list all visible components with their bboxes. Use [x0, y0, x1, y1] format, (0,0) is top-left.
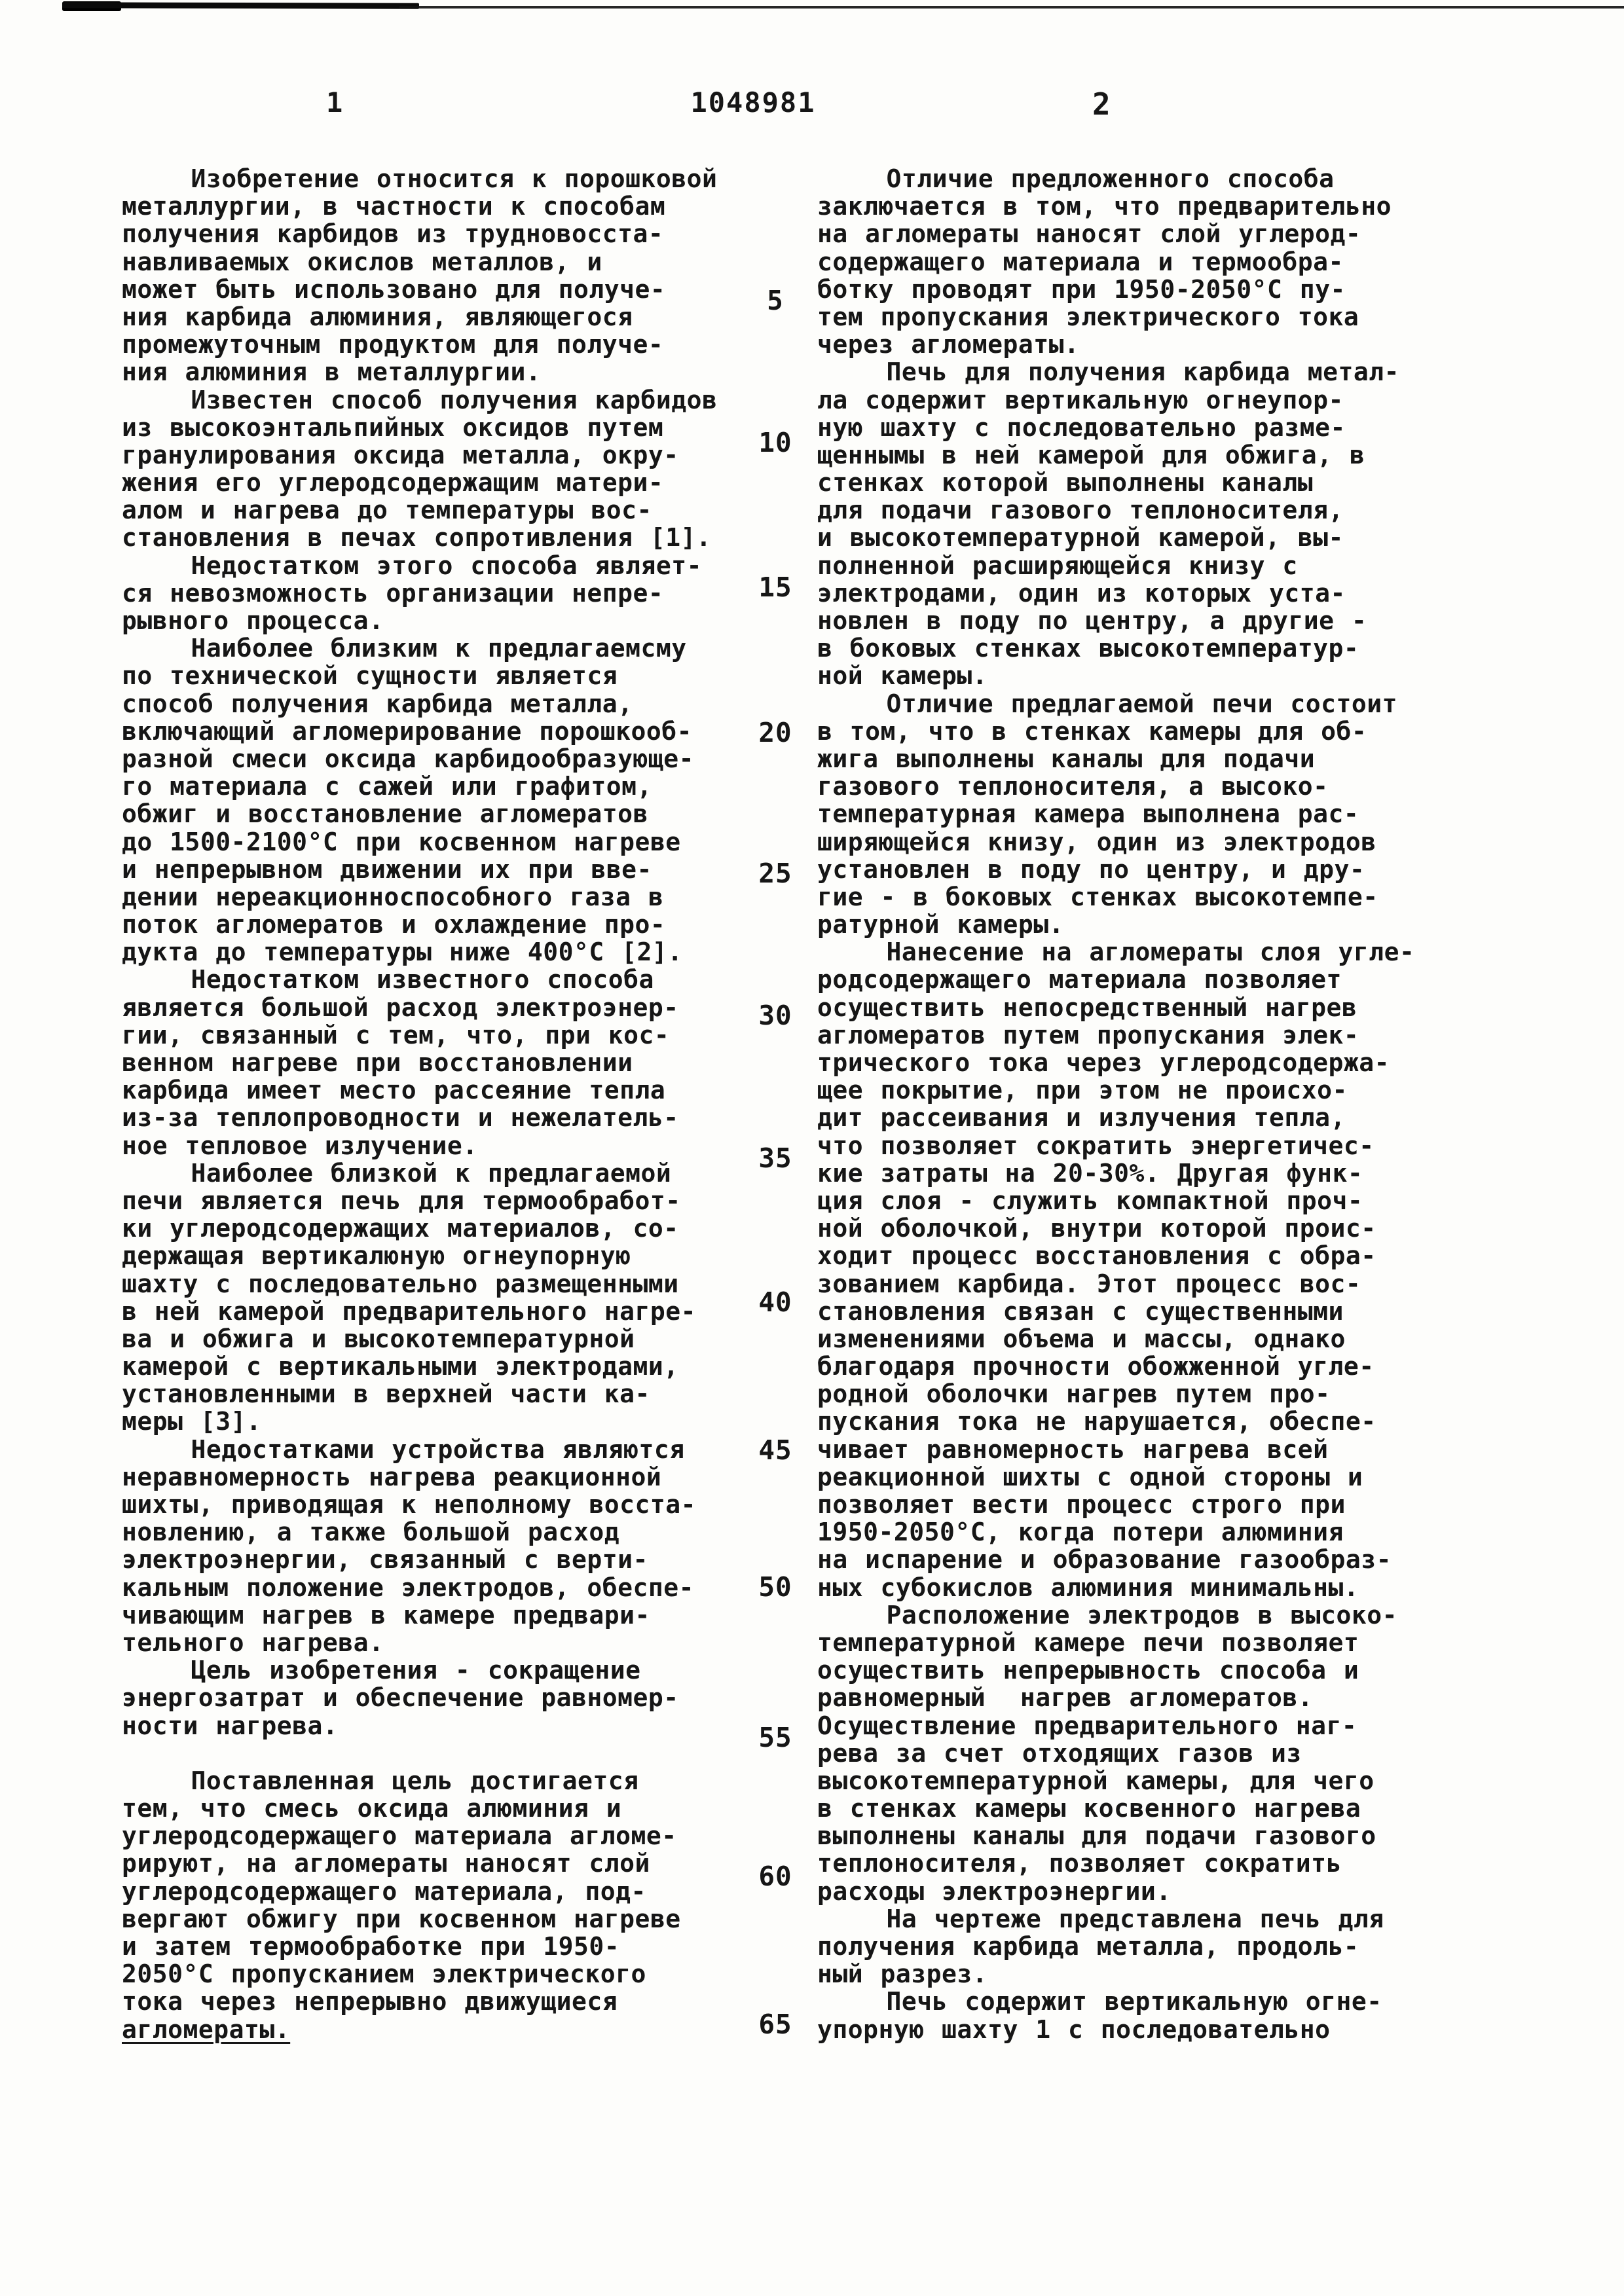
text-line: содержащего материала и термообра-: [817, 247, 1344, 276]
text-line: родсодержащего материала позволяет: [817, 965, 1342, 994]
text-line: карбида имеет место рассеяние тепла: [122, 1076, 666, 1105]
text-line: гии, связанный с тем, что, при кос-: [122, 1020, 670, 1049]
line-number-marker: 5: [767, 285, 784, 316]
text-line: зованием карбида. Этот процесс вос-: [817, 1269, 1361, 1298]
text-line: ной камеры.: [817, 661, 988, 691]
text-line: температурной камере печи позволяет: [817, 1628, 1359, 1657]
text-line: щеннымы в ней камерой для обжига, в: [817, 440, 1365, 469]
text-line: навливаемых окислов металлов, и: [122, 247, 602, 276]
text-line: печи является печь для термообработ-: [122, 1186, 681, 1215]
column-number-right: 2: [1092, 86, 1112, 122]
text-line: осуществить непрерывность способа и: [817, 1656, 1359, 1685]
text-line: ширяющейся книзу, один из электродов: [817, 827, 1376, 856]
text-line: заключается в том, что предварительно: [817, 192, 1392, 221]
text-line: ция слоя - служить компактной проч-: [817, 1186, 1363, 1215]
text-line: ратурной камеры.: [817, 910, 1065, 939]
text-line: Отличие предложенного способа: [817, 164, 1335, 193]
text-line: ности нагрева.: [122, 1711, 339, 1740]
text-line: установлен в поду по центру, и дру-: [817, 854, 1365, 884]
text-line: ботку проводят при 1950-2050°С пу-: [817, 274, 1346, 304]
text-line: 1950-2050°С, когда потери алюминия: [817, 1518, 1344, 1547]
text-line: газового теплоносителя, а высоко-: [817, 772, 1329, 801]
line-number-marker: 45: [758, 1434, 792, 1466]
text-line: промежуточным продуктом для получе-: [122, 330, 664, 359]
text-line: полненной расширяющейся книзу с: [817, 551, 1298, 580]
text-line: осуществить непосредственный нагрев: [817, 993, 1357, 1022]
text-line: до 1500-2100°С при косвенном нагреве: [122, 827, 681, 856]
line-number-marker: 40: [758, 1286, 792, 1318]
text-line: тем пропускания электрического тока: [817, 302, 1359, 331]
text-line: кальным положение электродов, обеспе-: [122, 1573, 694, 1602]
text-line: трического тока через углеродсодержа-: [817, 1048, 1390, 1077]
text-line: На чертеже представлена печь для: [817, 1904, 1384, 1933]
text-line: углеродсодержащего материала, под-: [122, 1876, 646, 1906]
text-line: электродами, один из которых уста-: [817, 578, 1346, 608]
text-line: по технической сущности является: [122, 661, 618, 691]
text-line: неравномерность нагрева реакционной: [122, 1462, 662, 1491]
text-line: дукта до температуры ниже 400°С [2].: [122, 938, 683, 967]
text-line: Наиболее близким к предлагаемсму: [122, 634, 687, 663]
text-line: Расположение электродов в высоко-: [817, 1600, 1397, 1630]
text-line: чивает равномерность нагрева всей: [817, 1434, 1329, 1464]
text-line: становления в печах сопротивления [1].: [122, 523, 712, 553]
text-line: агломераты.: [122, 2014, 291, 2044]
text-line: поток агломератов и охлаждение про-: [122, 910, 666, 939]
text-column-right: [817, 165, 1492, 2043]
text-line: рируют, на агломераты наносят слой: [122, 1849, 650, 1878]
text-line: пускания тока не нарушается, обеспе-: [817, 1407, 1376, 1436]
text-line: дении нереакционноспособного газа в: [122, 882, 664, 911]
text-line: ла содержит вертикальную огнеупор-: [817, 385, 1344, 414]
line-number-marker: 30: [758, 1000, 792, 1031]
text-line: стенках которой выполнены каналы: [817, 468, 1314, 498]
text-line: включающий агломерирование порошкооб-: [122, 716, 692, 746]
text-line: Недостатком этого способа являет-: [122, 551, 702, 580]
scan-artifact: [62, 2, 419, 9]
text-line: новлен в поду по центру, а другие -: [817, 606, 1367, 635]
text-line: углеродсодержащего материала агломе-: [122, 1821, 677, 1851]
line-number-marker: 55: [758, 1722, 792, 1753]
text-line: ния карбида алюминия, являющегося: [122, 302, 633, 331]
text-line: из-за теплопроводности и нежелатель-: [122, 1103, 679, 1133]
text-line: Наиболее близкой к предлагаемой: [122, 1158, 672, 1188]
text-line: меры [3].: [122, 1407, 262, 1436]
text-column-left: [122, 165, 777, 2043]
text-line: температурная камера выполнена рас-: [817, 799, 1359, 829]
text-line: в стенках камеры косвенного нагрева: [817, 1794, 1361, 1823]
text-line: и непрерывном движении их при вве-: [122, 854, 652, 884]
text-line: жига выполнены каналы для подачи: [817, 744, 1316, 773]
text-line: рева за счет отходящих газов из: [817, 1738, 1302, 1768]
text-line: в ней камерой предварительного нагре-: [122, 1296, 696, 1326]
line-number-marker: 15: [758, 572, 792, 603]
text-line: агломератов путем пропускания элек-: [817, 1020, 1359, 1049]
text-line: в том, что в стенках камеры для об-: [817, 716, 1367, 746]
text-line: Известен способ получения карбидов: [122, 385, 718, 414]
text-line: [122, 1740, 777, 1767]
text-line: жения его углеродсодержащим матери-: [122, 468, 664, 498]
text-line: гие - в боковых стенках высокотемпе-: [817, 882, 1378, 911]
text-line: Отличие предлагаемой печи состоит: [817, 689, 1397, 718]
text-line: равномерный нагрев агломератов.: [817, 1683, 1314, 1713]
text-line: камерой с вертикальными электродами,: [122, 1352, 679, 1381]
text-line: Осуществление предварительного наг-: [817, 1711, 1357, 1740]
text-line: теплоносителя, позволяет сократить: [817, 1849, 1342, 1878]
text-line: из высокоэнтальпийных оксидов путем: [122, 412, 664, 442]
text-line: держащая вертикалюную огнеупорную: [122, 1241, 631, 1271]
text-line: Нанесение на агломераты слоя угле-: [817, 938, 1415, 967]
text-line: щее покрытие, при этом не происхо-: [817, 1076, 1348, 1105]
text-line: и высокотемпературной камерой, вы-: [817, 523, 1344, 553]
document-number: 1048981: [690, 86, 816, 118]
text-line: алом и нагрева до температуры вос-: [122, 496, 652, 525]
line-number-marker: 65: [758, 2009, 792, 2040]
text-line: ную шахту с последовательно разме-: [817, 412, 1346, 442]
text-line: ва и обжига и высокотемпературной: [122, 1324, 635, 1353]
text-line: 2050°С пропусканием электрического: [122, 1959, 646, 1989]
text-line: изменениями объема и массы, однако: [817, 1324, 1346, 1353]
text-line: Недостатком известного способа: [122, 965, 654, 994]
text-line: го материала с сажей или графитом,: [122, 772, 652, 801]
text-line: в боковых стенках высокотемператур-: [817, 634, 1359, 663]
text-line: Цель изобретения - сокращение: [122, 1656, 641, 1685]
text-line: родной оболочки нагрев путем про-: [817, 1379, 1331, 1409]
text-line: ходит процесс восстановления с обра-: [817, 1241, 1376, 1271]
line-number-marker: 35: [758, 1142, 792, 1174]
text-line: дит рассеивания и излучения тепла,: [817, 1103, 1346, 1133]
text-line: высокотемпературной камеры, для чего: [817, 1766, 1375, 1795]
text-line: благодаря прочности обожженной угле-: [817, 1352, 1375, 1381]
text-line: выполнены каналы для подачи газового: [817, 1821, 1376, 1851]
text-line: тока через непрерывно движущиеся: [122, 1987, 618, 2016]
text-line: новлению, а также большой расход: [122, 1518, 620, 1547]
text-line: ное тепловое излучение.: [122, 1131, 478, 1160]
text-line: ной оболочкой, внутри которой проис-: [817, 1214, 1376, 1243]
text-line: на испарение и образование газообраз-: [817, 1545, 1392, 1575]
text-line: вергают обжигу при косвенном нагреве: [122, 1904, 681, 1933]
text-line: гранулирования оксида металла, окру-: [122, 440, 679, 469]
text-line: ся невозможность организации непре-: [122, 578, 664, 608]
text-line: установленными в верхней части ка-: [122, 1379, 650, 1409]
text-line: способ получения карбида металла,: [122, 689, 633, 718]
text-line: ки углеродсодержащих материалов, со-: [122, 1214, 679, 1243]
text-line: чивающим нагрев в камере предвари-: [122, 1600, 650, 1630]
line-number-marker: 60: [758, 1861, 792, 1892]
text-line: венном нагреве при восстановлении: [122, 1048, 633, 1077]
text-line: Изобретение относится к порошковой: [122, 164, 718, 193]
text-line: Поставленная цель достигается: [122, 1766, 639, 1795]
text-line: ный разрез.: [817, 1959, 988, 1989]
text-line: позволяет вести процесс строго при: [817, 1490, 1346, 1519]
text-line: получения карбида металла, продоль-: [817, 1932, 1359, 1961]
text-line: через агломераты.: [817, 330, 1080, 359]
line-number-marker: 50: [758, 1571, 792, 1603]
text-line: Недостатками устройства являются: [122, 1434, 685, 1464]
text-line: обжиг и восстановление агломератов: [122, 799, 648, 829]
text-line: на агломераты наносят слой углерод-: [817, 219, 1361, 249]
text-line: электроэнергии, связанный с верти-: [122, 1545, 648, 1575]
text-line: становления связан с существенными: [817, 1296, 1344, 1326]
line-number-marker: 20: [758, 717, 792, 748]
column-number-left: 1: [326, 86, 344, 118]
text-line: металлургии, в частности к способам: [122, 192, 666, 221]
text-line: реакционной шихты с одной стороны и: [817, 1462, 1363, 1491]
text-line: получения карбидов из трудновосста-: [122, 219, 664, 249]
text-line: упорную шахту 1 с последовательно: [817, 2014, 1331, 2044]
text-line: кие затраты на 20-30%. Другая функ-: [817, 1158, 1363, 1188]
text-line: Печь для получения карбида метал-: [817, 357, 1399, 387]
text-line: расходы электроэнергии.: [817, 1876, 1172, 1906]
text-line: шихты, приводящая к неполному восста-: [122, 1490, 696, 1519]
text-line: что позволяет сократить энергетичес-: [817, 1131, 1375, 1160]
scan-artifact: [399, 6, 1624, 9]
text-line: тельного нагрева.: [122, 1628, 384, 1657]
text-line: является большой расход электроэнер-: [122, 993, 679, 1022]
text-line: энергозатрат и обеспечение равномер-: [122, 1683, 679, 1713]
text-line: ных субокислов алюминия минимальны.: [817, 1573, 1359, 1602]
line-number-marker: 25: [758, 858, 792, 889]
text-line: ния алюминия в металлургии.: [122, 357, 542, 387]
text-line: шахту с последовательно размещенными: [122, 1269, 679, 1298]
text-line: рывного процесса.: [122, 606, 384, 635]
text-line: может быть использовано для получе-: [122, 274, 666, 304]
line-number-marker: 10: [758, 427, 792, 458]
text-line: Печь содержит вертикальную огне-: [817, 1987, 1382, 2016]
text-line: тем, что смесь оксида алюминия и: [122, 1794, 622, 1823]
text-line: разной смеси оксида карбидообразующе-: [122, 744, 694, 773]
text-line: для подачи газового теплоносителя,: [817, 496, 1344, 525]
text-line: и затем термообработке при 1950-: [122, 1932, 620, 1961]
